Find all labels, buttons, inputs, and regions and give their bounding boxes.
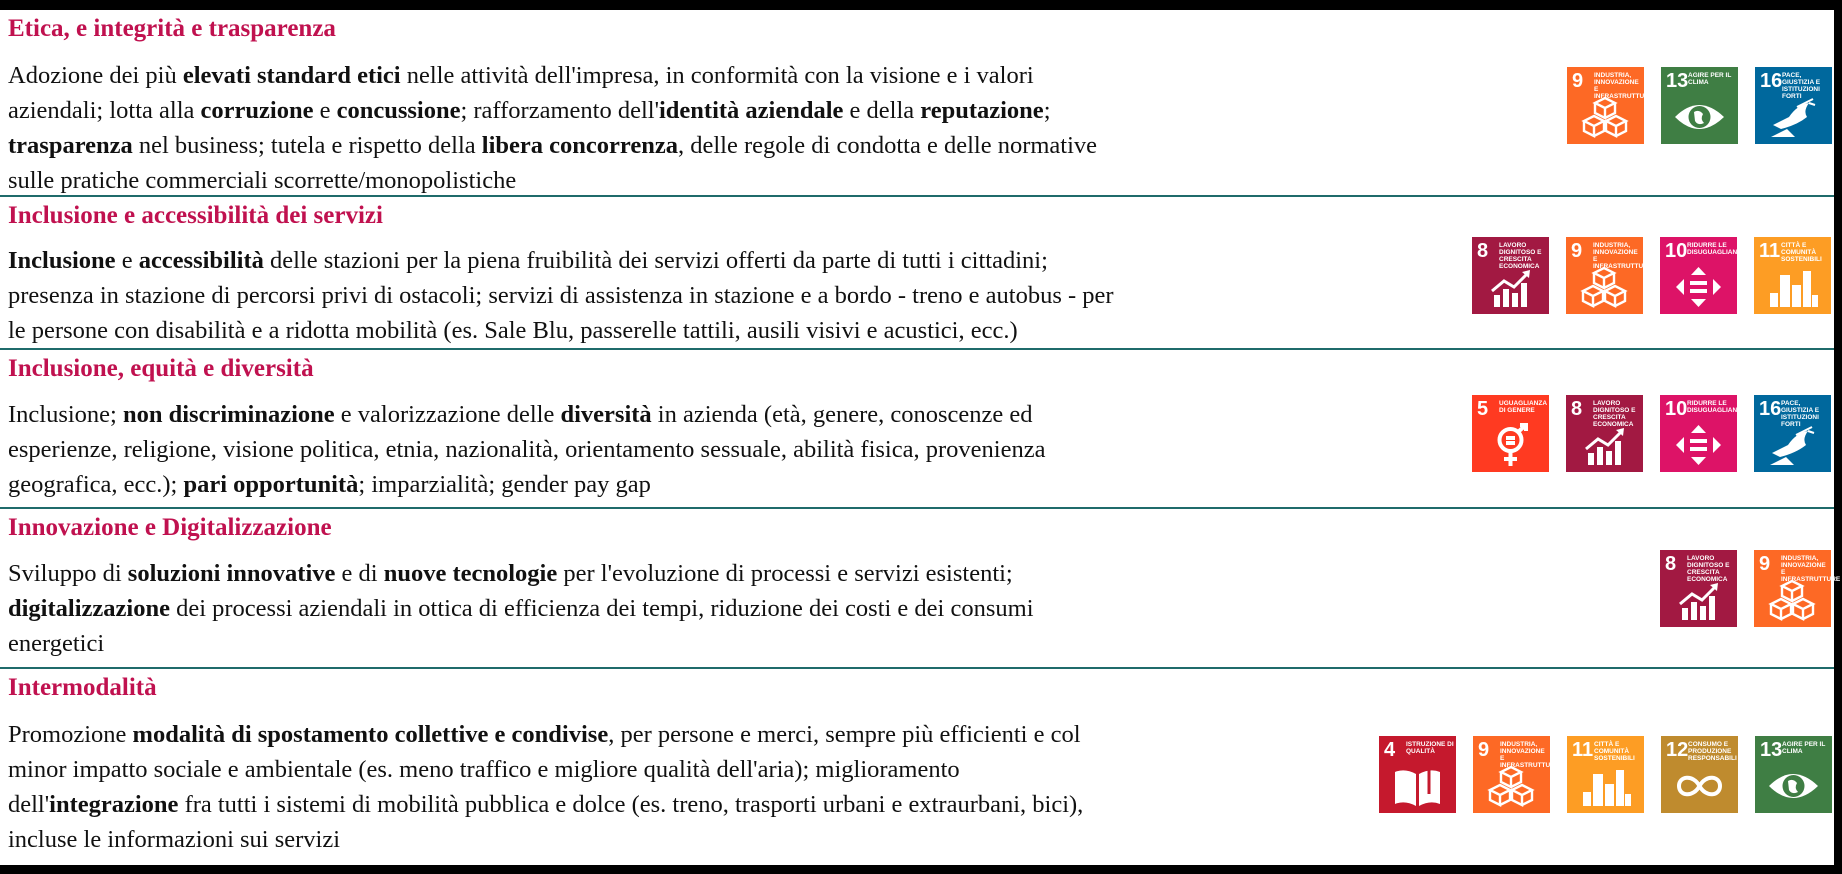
description-line: le persone con disabilità e a ridotta mobilità (es. Sale Blu, passerelle tattili, ausili visivi e acustici, ecc.): [8, 317, 1018, 344]
sdg-label: AGIRE PER IL CLIMA: [1782, 741, 1826, 755]
sdg-number: 8: [1665, 553, 1677, 575]
sdg-goal-16-icon: [1755, 67, 1832, 144]
description-line: trasparenza nel business; tutela e rispetto della libera concorrenza, delle regole di condotta e delle normative: [8, 132, 1098, 159]
sdg-label: INDUSTRIA, INNOVAZIONE E INFRASTRUTTURE: [1500, 741, 1560, 769]
sdg-goal-4-icon: [1379, 736, 1456, 813]
description-line: Inclusione e accessibilità delle stazioni per la piena fruibilità dei servizi offerti da parte di tutti i cittadini;: [8, 247, 1048, 274]
sdg-label: UGUAGLIANZA DI GENERE: [1499, 400, 1547, 414]
description-line: esperienze, religione, visione politica, etnia, nazionalità, orientamento sessuale, abilità fisica, provenienza: [8, 436, 1046, 463]
section-description: [8, 243, 1114, 348]
sdg-number: 16: [1760, 70, 1783, 92]
sdg-number: 9: [1571, 240, 1583, 262]
description-line: dell'integrazione fra tutti i sistemi di mobilità pubblica e dolce (es. treno, trasporti urbani e extraurbani, bici),: [8, 791, 1084, 818]
sdg-goal-11-icon: [1567, 736, 1644, 813]
sdg-goal-10-icon: [1660, 395, 1746, 472]
sdg-label: AGIRE PER IL CLIMA: [1688, 72, 1732, 86]
sdg-label: LAVORO DIGNITOSO E CRESCITA ECONOMICA: [1593, 400, 1636, 428]
section-title: Innovazione e Digitalizzazione: [8, 514, 332, 541]
sdg-goal-13-icon: [1755, 736, 1832, 813]
sdg-label: CITTÀ E COMUNITÀ SOSTENIBILI: [1594, 741, 1635, 762]
section-divider: [0, 195, 1834, 197]
material-topics-table: [0, 10, 1841, 865]
sdg-goal-9-icon: [1754, 550, 1841, 627]
section-divider: [0, 667, 1834, 669]
section-description: [8, 58, 1097, 198]
sdg-label: LAVORO DIGNITOSO E CRESCITA ECONOMICA: [1687, 555, 1730, 583]
description-line: minor impatto sociale e ambientale (es. meno traffico e migliore qualità dell'aria); miglioramento: [8, 756, 960, 783]
sdg-icon-row: [1379, 736, 1832, 813]
sdg-number: 4: [1384, 739, 1396, 761]
description-line: presenza in stazione di percorsi privi di ostacoli; servizi di assistenza in stazione e a bordo - treno e autobus - per: [8, 282, 1114, 309]
sdg-number: 5: [1477, 398, 1489, 420]
sdg-number: 9: [1759, 553, 1771, 575]
sdg-icon-row: [1660, 550, 1841, 627]
sdg-goal-8-icon: [1566, 395, 1643, 472]
sdg-label: INDUSTRIA, INNOVAZIONE E INFRASTRUTTURE: [1593, 242, 1653, 270]
section-divider: [0, 348, 1834, 350]
section-divider: [0, 507, 1834, 509]
description-line: aziendali; lotta alla corruzione e concussione; rafforzamento dell'identità aziendale e della reputazione;: [8, 97, 1051, 124]
sdg-label: PACE, GIUSTIZIA E ISTITUZIONI FORTI: [1782, 72, 1821, 100]
sdg-label: INDUSTRIA, INNOVAZIONE E INFRASTRUTTURE: [1594, 72, 1654, 100]
sdg-label: LAVORO DIGNITOSO E CRESCITA ECONOMICA: [1499, 242, 1542, 270]
description-line: Promozione modalità di spostamento collettive e condivise, per persone e merci, sempre più efficienti e col: [8, 721, 1081, 748]
sdg-number: 16: [1759, 398, 1782, 420]
sdg-number: 11: [1759, 240, 1781, 262]
sdg-number: 11: [1572, 739, 1594, 761]
sdg-goal-8-icon: [1472, 237, 1549, 314]
sdg-goal-16-icon: [1754, 395, 1831, 472]
sdg-goal-9-icon: [1566, 237, 1653, 314]
sdg-number: 9: [1572, 70, 1584, 92]
sdg-label: RIDURRE LE DISUGUAGLIANZE: [1687, 242, 1746, 256]
section-description: [8, 717, 1083, 857]
sdg-goal-9-icon: [1473, 736, 1560, 813]
sdg-label: INDUSTRIA, INNOVAZIONE E INFRASTRUTTURE: [1781, 555, 1841, 583]
sdg-label: CONSUMO E PRODUZIONE RESPONSABILI: [1688, 741, 1737, 762]
sdg-number: 10: [1665, 240, 1688, 262]
sdg-number: 10: [1665, 398, 1688, 420]
sdg-goal-9-icon: [1567, 67, 1654, 144]
section-title: Inclusione e accessibilità dei servizi: [8, 202, 383, 229]
sdg-number: 13: [1666, 70, 1689, 92]
description-line: geografica, ecc.); pari opportunità; imparzialità; gender pay gap: [8, 471, 651, 498]
description-line: Inclusione; non discriminazione e valorizzazione delle diversità in azienda (età, genere, conoscenze ed: [8, 401, 1033, 428]
description-line: sulle pratiche commerciali scorrette/monopolistiche: [8, 167, 517, 194]
section-title: Inclusione, equità e diversità: [8, 355, 314, 382]
sdg-number: 12: [1666, 739, 1689, 761]
sdg-goal-8-icon: [1660, 550, 1737, 627]
sdg-number: 9: [1478, 739, 1490, 761]
sdg-icon-row: [1567, 67, 1832, 144]
sdg-number: 13: [1760, 739, 1783, 761]
description-line: digitalizzazione dei processi aziendali in ottica di efficienza dei tempi, riduzione dei costi e dei consumi: [8, 595, 1034, 622]
description-line: Adozione dei più elevati standard etici nelle attività dell'impresa, in conformità con la visione e i valori: [8, 62, 1034, 89]
section-title: Intermodalità: [8, 674, 157, 701]
sdg-goal-11-icon: [1754, 237, 1831, 314]
sdg-icon-row: [1472, 237, 1831, 314]
sdg-goal-10-icon: [1660, 237, 1746, 314]
sdg-label: CITTÀ E COMUNITÀ SOSTENIBILI: [1781, 242, 1822, 263]
section-description: [8, 556, 1034, 661]
sdg-icon-row: [1472, 395, 1831, 472]
sdg-goal-5-icon: [1472, 395, 1549, 472]
sdg-label: PACE, GIUSTIZIA E ISTITUZIONI FORTI: [1781, 400, 1820, 428]
sdg-goal-13-icon: [1661, 67, 1738, 144]
sdg-label: ISTRUZIONE DI QUALITÀ: [1406, 741, 1454, 755]
sdg-label: RIDURRE LE DISUGUAGLIANZE: [1687, 400, 1746, 414]
sdg-goal-12-icon: [1661, 736, 1738, 813]
description-line: Sviluppo di soluzioni innovative e di nuove tecnologie per l'evoluzione di processi e servizi esistenti;: [8, 560, 1013, 587]
section-title: Etica, e integrità e trasparenza: [8, 15, 336, 42]
section-description: [8, 397, 1045, 502]
sdg-number: 8: [1571, 398, 1583, 420]
sdg-number: 8: [1477, 240, 1489, 262]
description-line: incluse le informazioni sui servizi: [8, 826, 341, 853]
description-line: energetici: [8, 630, 105, 657]
